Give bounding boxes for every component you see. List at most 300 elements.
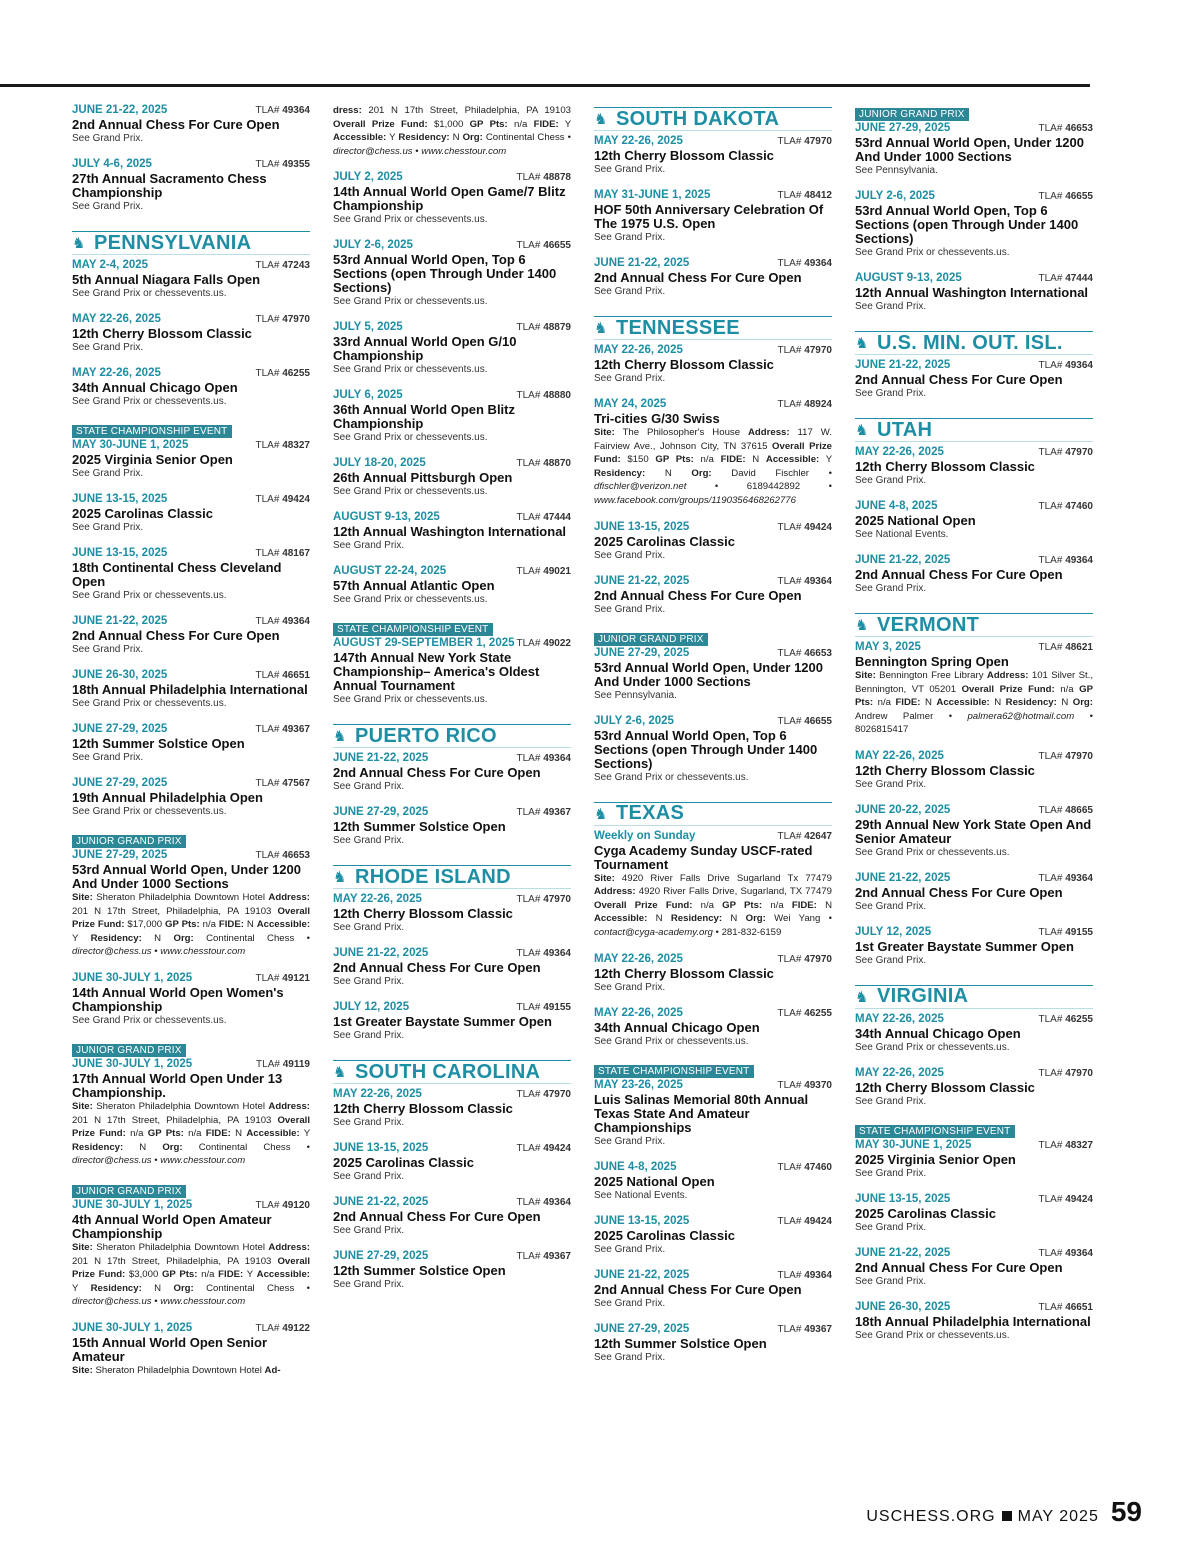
detail-text: Sheraton Philadelphia Downtown Hotel: [92, 1364, 265, 1376]
tla-number: 47460: [1065, 501, 1093, 512]
event-note: See Grand Prix or chessevents.us.: [72, 806, 227, 817]
event-header-row: [72, 777, 310, 789]
detail-label: Residency:: [398, 132, 450, 144]
detail-label: GP Pts:: [722, 899, 763, 911]
event-header-row: [594, 647, 832, 659]
detail-text: •: [151, 946, 161, 958]
event-listing: [72, 367, 310, 408]
chess-knight-icon: ♞: [333, 1064, 347, 1082]
event-note: See Pennsylvania.: [594, 689, 677, 701]
event-title: Bennington Spring Open: [855, 654, 1009, 669]
event-listing: [855, 446, 1093, 487]
event-title: 12th Cherry Blossom Classic: [855, 762, 1035, 778]
event-tla: TLA# 49364: [1038, 360, 1093, 371]
event-date: MAY 30-JUNE 1, 2025: [72, 439, 189, 451]
event-note: See Grand Prix.: [594, 232, 666, 243]
detail-text: The Philosopher's House: [614, 427, 748, 438]
detail-label: FIDE:: [895, 697, 921, 709]
event-date: JUNE 21-22, 2025: [594, 574, 690, 587]
detail-label: GP Pts:: [855, 683, 1093, 709]
tla-number: 49424: [1065, 1193, 1093, 1205]
tla-number: 49367: [282, 724, 310, 735]
event-note: See Pennsylvania.: [855, 165, 938, 176]
event-header-row: [594, 135, 832, 147]
event-header-row: [855, 641, 1093, 653]
chess-knight-icon: ♞: [594, 320, 608, 337]
event-tla: TLA# 49121: [255, 972, 310, 984]
tla-number: 47460: [804, 1161, 832, 1173]
detail-text: Continental Chess •: [193, 932, 310, 944]
event-details: [855, 669, 1093, 737]
event-title: 2025 Carolinas Classic: [594, 533, 735, 549]
event-title: 12th Annual Washington International: [333, 524, 567, 540]
event-title: 2nd Annual Chess For Cure Open: [855, 567, 1063, 582]
detail-link[interactable]: www.chesstour.com: [160, 1155, 246, 1167]
event-note: See Grand Prix or chessevents.us.: [333, 432, 488, 444]
tla-number: 48870: [543, 458, 571, 470]
tla-number: 49364: [804, 1269, 832, 1281]
event-note: See Grand Prix or chessevents.us.: [333, 594, 488, 606]
event-header-row: [594, 830, 832, 842]
event-note: See Grand Prix.: [333, 1171, 405, 1183]
event-badge: JUNIOR GRAND PRIX: [72, 835, 186, 848]
event-tla: TLA# 46653: [1038, 123, 1093, 134]
event-listing: [72, 723, 310, 764]
column-2: [333, 104, 571, 1304]
detail-text: David Fischler •: [711, 467, 832, 479]
tla-number: 49364: [804, 575, 832, 587]
event-header-row: [594, 257, 832, 269]
chess-knight-icon: ♞: [333, 869, 347, 887]
event-note: See Grand Prix.: [72, 468, 144, 479]
event-date: AUGUST 9-13, 2025: [855, 272, 962, 284]
event-details: [72, 891, 310, 959]
event-date: JUNE 30-JULY 1, 2025: [72, 1198, 193, 1211]
detail-label: GP Pts:: [655, 454, 694, 466]
event-tla: TLA# 49364: [516, 753, 571, 765]
event-tla: TLA# 49367: [255, 724, 310, 735]
event-listing: [594, 953, 832, 994]
detail-text: 201 N 17th Street, Philadelphia, PA 19103: [361, 105, 571, 116]
event-title: 53rd Annual World Open, Under 1200 And Under 1000 Sections: [72, 862, 301, 891]
event-note: See Grand Prix.: [594, 286, 666, 297]
column-3: [594, 104, 832, 1377]
event-title: 53rd Annual World Open, Under 1200 And Under 1000 Sections: [855, 135, 1084, 164]
state-header: [72, 231, 310, 255]
event-date: AUGUST 22-24, 2025: [333, 565, 447, 578]
tla-number: 49367: [543, 807, 571, 819]
event-note: See Grand Prix.: [333, 922, 405, 934]
event-header-row: [333, 806, 571, 818]
detail-link[interactable]: dfischler@verizon.net: [594, 481, 687, 493]
detail-label: Residency:: [90, 1282, 142, 1294]
event-note: See Grand Prix or chessevents.us.: [72, 590, 227, 601]
event-tla: TLA# 47243: [255, 260, 310, 271]
event-listing: [594, 344, 832, 385]
detail-text: •: [151, 1155, 161, 1167]
event-header-row: [333, 171, 571, 183]
event-listing: [855, 1301, 1093, 1342]
detail-text: •: [412, 145, 422, 157]
detail-link[interactable]: www.facebook.com/groups/1190356468262776: [594, 494, 796, 506]
event-date: JULY 6, 2025: [333, 389, 403, 402]
event-listing: [72, 1322, 310, 1378]
detail-label: Site:: [855, 670, 876, 681]
event-tla: TLA# 48412: [777, 190, 832, 201]
detail-label: Accessible:: [256, 1269, 310, 1281]
event-date: MAY 22-26, 2025: [855, 1012, 944, 1025]
event-title: 2025 National Open: [855, 513, 976, 528]
detail-text: Y: [299, 1128, 311, 1140]
event-date: JUNE 21-22, 2025: [594, 257, 690, 269]
event-date: MAY 24, 2025: [594, 398, 667, 410]
event-header-row: [72, 669, 310, 681]
tla-number: 47970: [804, 345, 832, 356]
event-listing: [72, 421, 310, 480]
detail-text: Andrew Palmer •: [855, 710, 968, 722]
detail-label: FIDE:: [720, 454, 746, 466]
event-tla: TLA# 49367: [516, 1251, 571, 1263]
detail-text: • 281-832-6159: [712, 926, 782, 938]
event-title: 12th Cherry Blossom Classic: [333, 1101, 513, 1117]
event-title: 2025 Carolinas Classic: [72, 506, 213, 521]
event-title: 15th Annual World Open Senior Amateur: [72, 1334, 268, 1364]
detail-label: Overall Prize Fund:: [333, 118, 428, 130]
detail-label: Overall Prize Fund:: [72, 1255, 310, 1281]
event-header-row: [594, 715, 832, 727]
event-note: See Grand Prix.: [72, 133, 144, 144]
event-date: MAY 22-26, 2025: [333, 893, 422, 906]
tla-number: 49121: [282, 972, 310, 984]
event-header-row: [333, 1088, 571, 1100]
event-title: 18th Annual Philadelphia International: [855, 1313, 1091, 1329]
detail-text: Sheraton Philadelphia Downtown Hotel: [92, 1241, 269, 1253]
event-tla: TLA# 49355: [255, 159, 310, 170]
event-note: See Grand Prix or chessevents.us.: [855, 1041, 1010, 1053]
event-header-row: [333, 637, 571, 649]
event-header-row: [855, 500, 1093, 512]
detail-text: N: [645, 467, 692, 479]
event-tla: TLA# 47460: [1038, 501, 1093, 512]
event-title: 29th Annual New York State Open And Senior Amateur: [855, 816, 1092, 846]
event-date: MAY 30-JUNE 1, 2025: [855, 1138, 972, 1151]
event-badge: STATE CHAMPIONSHIP EVENT: [333, 623, 493, 636]
tla-number: 47970: [543, 1089, 571, 1101]
detail-link[interactable]: contact@cyga-academy.org: [594, 926, 713, 938]
event-details: [72, 1241, 310, 1309]
event-tla: TLA# 47444: [1038, 273, 1093, 284]
event-note: See Grand Prix.: [333, 1117, 405, 1129]
event-listing: [594, 1007, 832, 1048]
event-header-row: [594, 1161, 832, 1173]
detail-label: Site:: [594, 872, 615, 884]
event-title: 27th Annual Sacramento Chess Championship: [72, 171, 267, 200]
event-date: JUNE 30-JULY 1, 2025: [72, 1057, 193, 1070]
event-note: See Grand Prix or chessevents.us.: [594, 771, 749, 783]
detail-text: N: [141, 1282, 174, 1294]
event-note: See Grand Prix.: [855, 1275, 927, 1287]
event-note: See Grand Prix.: [333, 976, 405, 988]
event-listing: [594, 1161, 832, 1202]
event-note: See Grand Prix.: [72, 522, 144, 533]
event-title: 147th Annual New York State Championship– America's Oldest Annual Tournament: [333, 650, 540, 694]
detail-label: Site:: [594, 427, 615, 438]
event-header-row: [594, 1215, 832, 1227]
event-header-row: [333, 457, 571, 469]
event-details: [594, 872, 832, 940]
event-badge: STATE CHAMPIONSHIP EVENT: [72, 425, 232, 438]
event-tla: TLA# 46653: [777, 647, 832, 659]
tla-number: 47970: [282, 314, 310, 325]
event-tla: TLA# 49424: [777, 521, 832, 533]
event-date: JULY 4-6, 2025: [72, 158, 152, 170]
event-date: JUNE 13-15, 2025: [594, 1214, 690, 1227]
event-listing: [333, 321, 571, 376]
event-header-row: [594, 1323, 832, 1335]
event-note: See Grand Prix.: [855, 900, 927, 912]
event-header-row: [333, 1001, 571, 1013]
detail-label: FIDE:: [791, 899, 817, 911]
detail-label: Ad-: [264, 1364, 281, 1376]
event-listing: [72, 1181, 310, 1309]
detail-label: Org:: [162, 1141, 183, 1153]
detail-label: Org:: [173, 932, 194, 944]
event-note: See Grand Prix.: [594, 981, 666, 993]
event-date: MAY 31-JUNE 1, 2025: [594, 189, 711, 201]
event-date: JUNE 27-29, 2025: [594, 1322, 690, 1335]
state-name: TENNESSEE: [616, 316, 740, 339]
detail-label: Address:: [268, 1241, 310, 1253]
event-note: See Grand Prix.: [855, 1095, 927, 1107]
event-tla: TLA# 46255: [1038, 1013, 1093, 1025]
detail-link[interactable]: director@chess.us: [72, 1155, 152, 1167]
detail-link[interactable]: director@chess.us: [72, 946, 152, 958]
event-tla: TLA# 49364: [255, 105, 310, 116]
event-listing: [72, 831, 310, 959]
tla-number: 49364: [282, 105, 310, 116]
event-listing: [855, 641, 1093, 737]
event-listing: [594, 135, 832, 176]
detail-text: n/a: [692, 899, 723, 911]
event-listing: [594, 521, 832, 562]
tla-number: 47970: [1065, 1067, 1093, 1079]
event-note: See Grand Prix.: [594, 1297, 666, 1309]
detail-link[interactable]: www.chesstour.com: [421, 145, 507, 157]
event-listing: [855, 926, 1093, 967]
tla-number: 46651: [282, 670, 310, 681]
event-header-row: [72, 493, 310, 505]
detail-label: Overall Prize Fund:: [961, 683, 1055, 695]
tla-number: 46655: [543, 240, 571, 252]
event-badge: STATE CHAMPIONSHIP EVENT: [594, 1065, 754, 1078]
event-header-row: [333, 1250, 571, 1262]
event-date: JUNE 26-30, 2025: [72, 669, 168, 681]
detail-label: Accessible:: [936, 697, 990, 709]
tla-number: 46653: [804, 647, 832, 659]
event-listing: [72, 777, 310, 818]
chess-knight-icon: ♞: [594, 805, 608, 823]
event-title: 2025 Carolinas Classic: [855, 1205, 996, 1221]
detail-link[interactable]: www.chesstour.com: [160, 946, 246, 958]
event-date: JUNE 27-29, 2025: [333, 806, 429, 819]
event-header-row: [72, 367, 310, 379]
detail-text: •: [151, 1296, 161, 1308]
detail-text: N: [449, 132, 463, 144]
event-note: See Grand Prix.: [855, 301, 927, 312]
detail-text: n/a: [762, 899, 792, 911]
detail-label: Address:: [986, 670, 1029, 681]
column-4: [855, 104, 1093, 1355]
event-title: 12th Cherry Blossom Classic: [72, 326, 252, 341]
event-header-row: [855, 1301, 1093, 1313]
event-tla: TLA# 49370: [777, 1079, 832, 1091]
event-date: MAY 22-26, 2025: [594, 135, 683, 147]
event-listing: [855, 804, 1093, 859]
state-header: [594, 802, 832, 826]
event-date: JUNE 27-29, 2025: [855, 122, 951, 134]
event-date: MAY 2-4, 2025: [72, 259, 149, 271]
state-name: TEXAS: [616, 802, 685, 825]
detail-link[interactable]: director@chess.us: [72, 1296, 152, 1308]
tla-number: 48880: [543, 390, 571, 402]
event-title: 12th Cherry Blossom Classic: [594, 148, 774, 163]
event-listing: [333, 457, 571, 498]
event-header-row: [72, 547, 310, 559]
detail-link[interactable]: director@chess.us: [333, 145, 413, 157]
event-note: See Grand Prix.: [594, 164, 666, 175]
event-title: 2nd Annual Chess For Cure Open: [333, 960, 541, 976]
event-note: See Grand Prix or chessevents.us.: [72, 396, 227, 407]
detail-text: N: [745, 454, 766, 466]
event-title: 57th Annual Atlantic Open: [333, 578, 495, 594]
tla-number: 46255: [1065, 1013, 1093, 1025]
event-header-row: [855, 1139, 1093, 1151]
detail-label: dress:: [333, 105, 362, 116]
event-listing: [594, 575, 832, 616]
footer-site[interactable]: USCHESS.ORG: [866, 1508, 996, 1525]
event-title: 2nd Annual Chess For Cure Open: [594, 270, 802, 285]
tla-number: 49364: [1065, 1247, 1093, 1259]
detail-link[interactable]: www.chesstour.com: [160, 1296, 246, 1308]
event-header-row: [72, 615, 310, 627]
event-title: 12th Summer Solstice Open: [333, 819, 506, 835]
detail-text: Y: [558, 118, 572, 130]
tla-number: 49120: [282, 1199, 310, 1211]
event-note: See Grand Prix.: [333, 781, 405, 793]
event-header-row: [72, 439, 310, 451]
event-date: JUNE 21-22, 2025: [855, 871, 951, 884]
event-listing: [594, 715, 832, 784]
event-listing: [333, 1196, 571, 1237]
event-date: MAY 22-26, 2025: [855, 446, 944, 458]
event-tla: TLA# 49364: [516, 948, 571, 960]
event-header-row: [855, 926, 1093, 938]
chess-knight-icon: ♞: [855, 617, 869, 634]
event-title: 18th Continental Chess Cleveland Open: [72, 560, 282, 589]
event-listing: [855, 1067, 1093, 1108]
event-title: 2nd Annual Chess For Cure Open: [855, 372, 1063, 387]
event-listing: [855, 1247, 1093, 1288]
event-tla: TLA# 49120: [255, 1199, 310, 1211]
detail-text: $1,000: [427, 118, 470, 130]
tla-number: 49364: [1065, 555, 1093, 566]
tla-number: 47970: [804, 136, 832, 147]
event-date: JULY 5, 2025: [333, 321, 403, 334]
event-listing: [72, 313, 310, 354]
detail-link[interactable]: palmera62@hotmail.com: [967, 710, 1075, 722]
tla-number: 49364: [543, 753, 571, 765]
event-note: See Grand Prix.: [594, 373, 666, 384]
tla-number: 48621: [1065, 642, 1093, 653]
detail-label: Residency:: [90, 932, 142, 944]
tla-number: 49021: [543, 566, 571, 578]
event-note: See Grand Prix.: [333, 1030, 405, 1042]
event-header-row: [594, 344, 832, 356]
event-title: 4th Annual World Open Amateur Championship: [72, 1211, 272, 1241]
event-listing: [333, 1088, 571, 1129]
detail-label: GP Pts:: [147, 1128, 184, 1140]
event-note: See Grand Prix or chessevents.us.: [333, 296, 488, 308]
event-note: See Grand Prix.: [333, 540, 405, 552]
detail-text: Y: [72, 1282, 91, 1294]
event-tla: TLA# 48621: [1038, 642, 1093, 653]
event-header-row: [594, 575, 832, 587]
detail-text: N: [243, 919, 257, 931]
event-tla: TLA# 47460: [777, 1161, 832, 1173]
footer-square-icon: [1002, 1511, 1012, 1521]
tla-number: 49355: [282, 159, 310, 170]
detail-label: Org:: [1072, 697, 1093, 709]
event-listing: [855, 554, 1093, 595]
event-header-row: [594, 398, 832, 410]
event-date: Weekly on Sunday: [594, 829, 696, 842]
detail-text: N: [920, 697, 937, 709]
detail-label: GP Pts:: [469, 118, 508, 130]
event-note: See Grand Prix.: [594, 1351, 666, 1363]
detail-text: Continental Chess •: [182, 1141, 310, 1153]
event-title: Cyga Academy Sunday USCF-rated Tournament: [594, 842, 813, 872]
detail-text: Y: [243, 1269, 257, 1281]
event-listing: [333, 565, 571, 606]
event-listing: [594, 830, 832, 940]
chess-knight-icon: ♞: [594, 111, 608, 128]
event-note: See Grand Prix or chessevents.us.: [333, 694, 488, 706]
detail-text: n/a: [197, 1269, 219, 1281]
event-listing: [72, 547, 310, 602]
event-tla: TLA# 49364: [1038, 872, 1093, 884]
detail-text: Bennington Free Library: [875, 670, 987, 681]
chess-knight-icon: ♞: [855, 335, 869, 352]
tla-number: 48878: [543, 172, 571, 184]
event-title: 14th Annual World Open Women's Championship: [72, 984, 284, 1014]
event-header-row: [333, 389, 571, 401]
event-listing: [855, 1121, 1093, 1180]
detail-text: 201 N 17th Street, Philadelphia, PA 19103: [72, 905, 278, 917]
event-tla: TLA# 48327: [1038, 1139, 1093, 1151]
event-header-row: [72, 313, 310, 325]
event-tla: TLA# 49424: [1038, 1193, 1093, 1205]
event-listing: [72, 1040, 310, 1168]
detail-label: Address:: [268, 892, 310, 903]
event-tla: TLA# 46651: [1038, 1301, 1093, 1313]
event-date: JULY 2-6, 2025: [333, 239, 413, 252]
event-title: 53rd Annual World Open, Top 6 Sections (open Through Under 1400 Sections): [855, 203, 1079, 246]
tla-number: 49367: [804, 1323, 832, 1335]
state-name: PUERTO RICO: [355, 724, 497, 747]
tla-number: 48327: [1065, 1139, 1093, 1151]
event-note: See Grand Prix or chessevents.us.: [594, 1035, 749, 1047]
event-header-row: [72, 1199, 310, 1211]
